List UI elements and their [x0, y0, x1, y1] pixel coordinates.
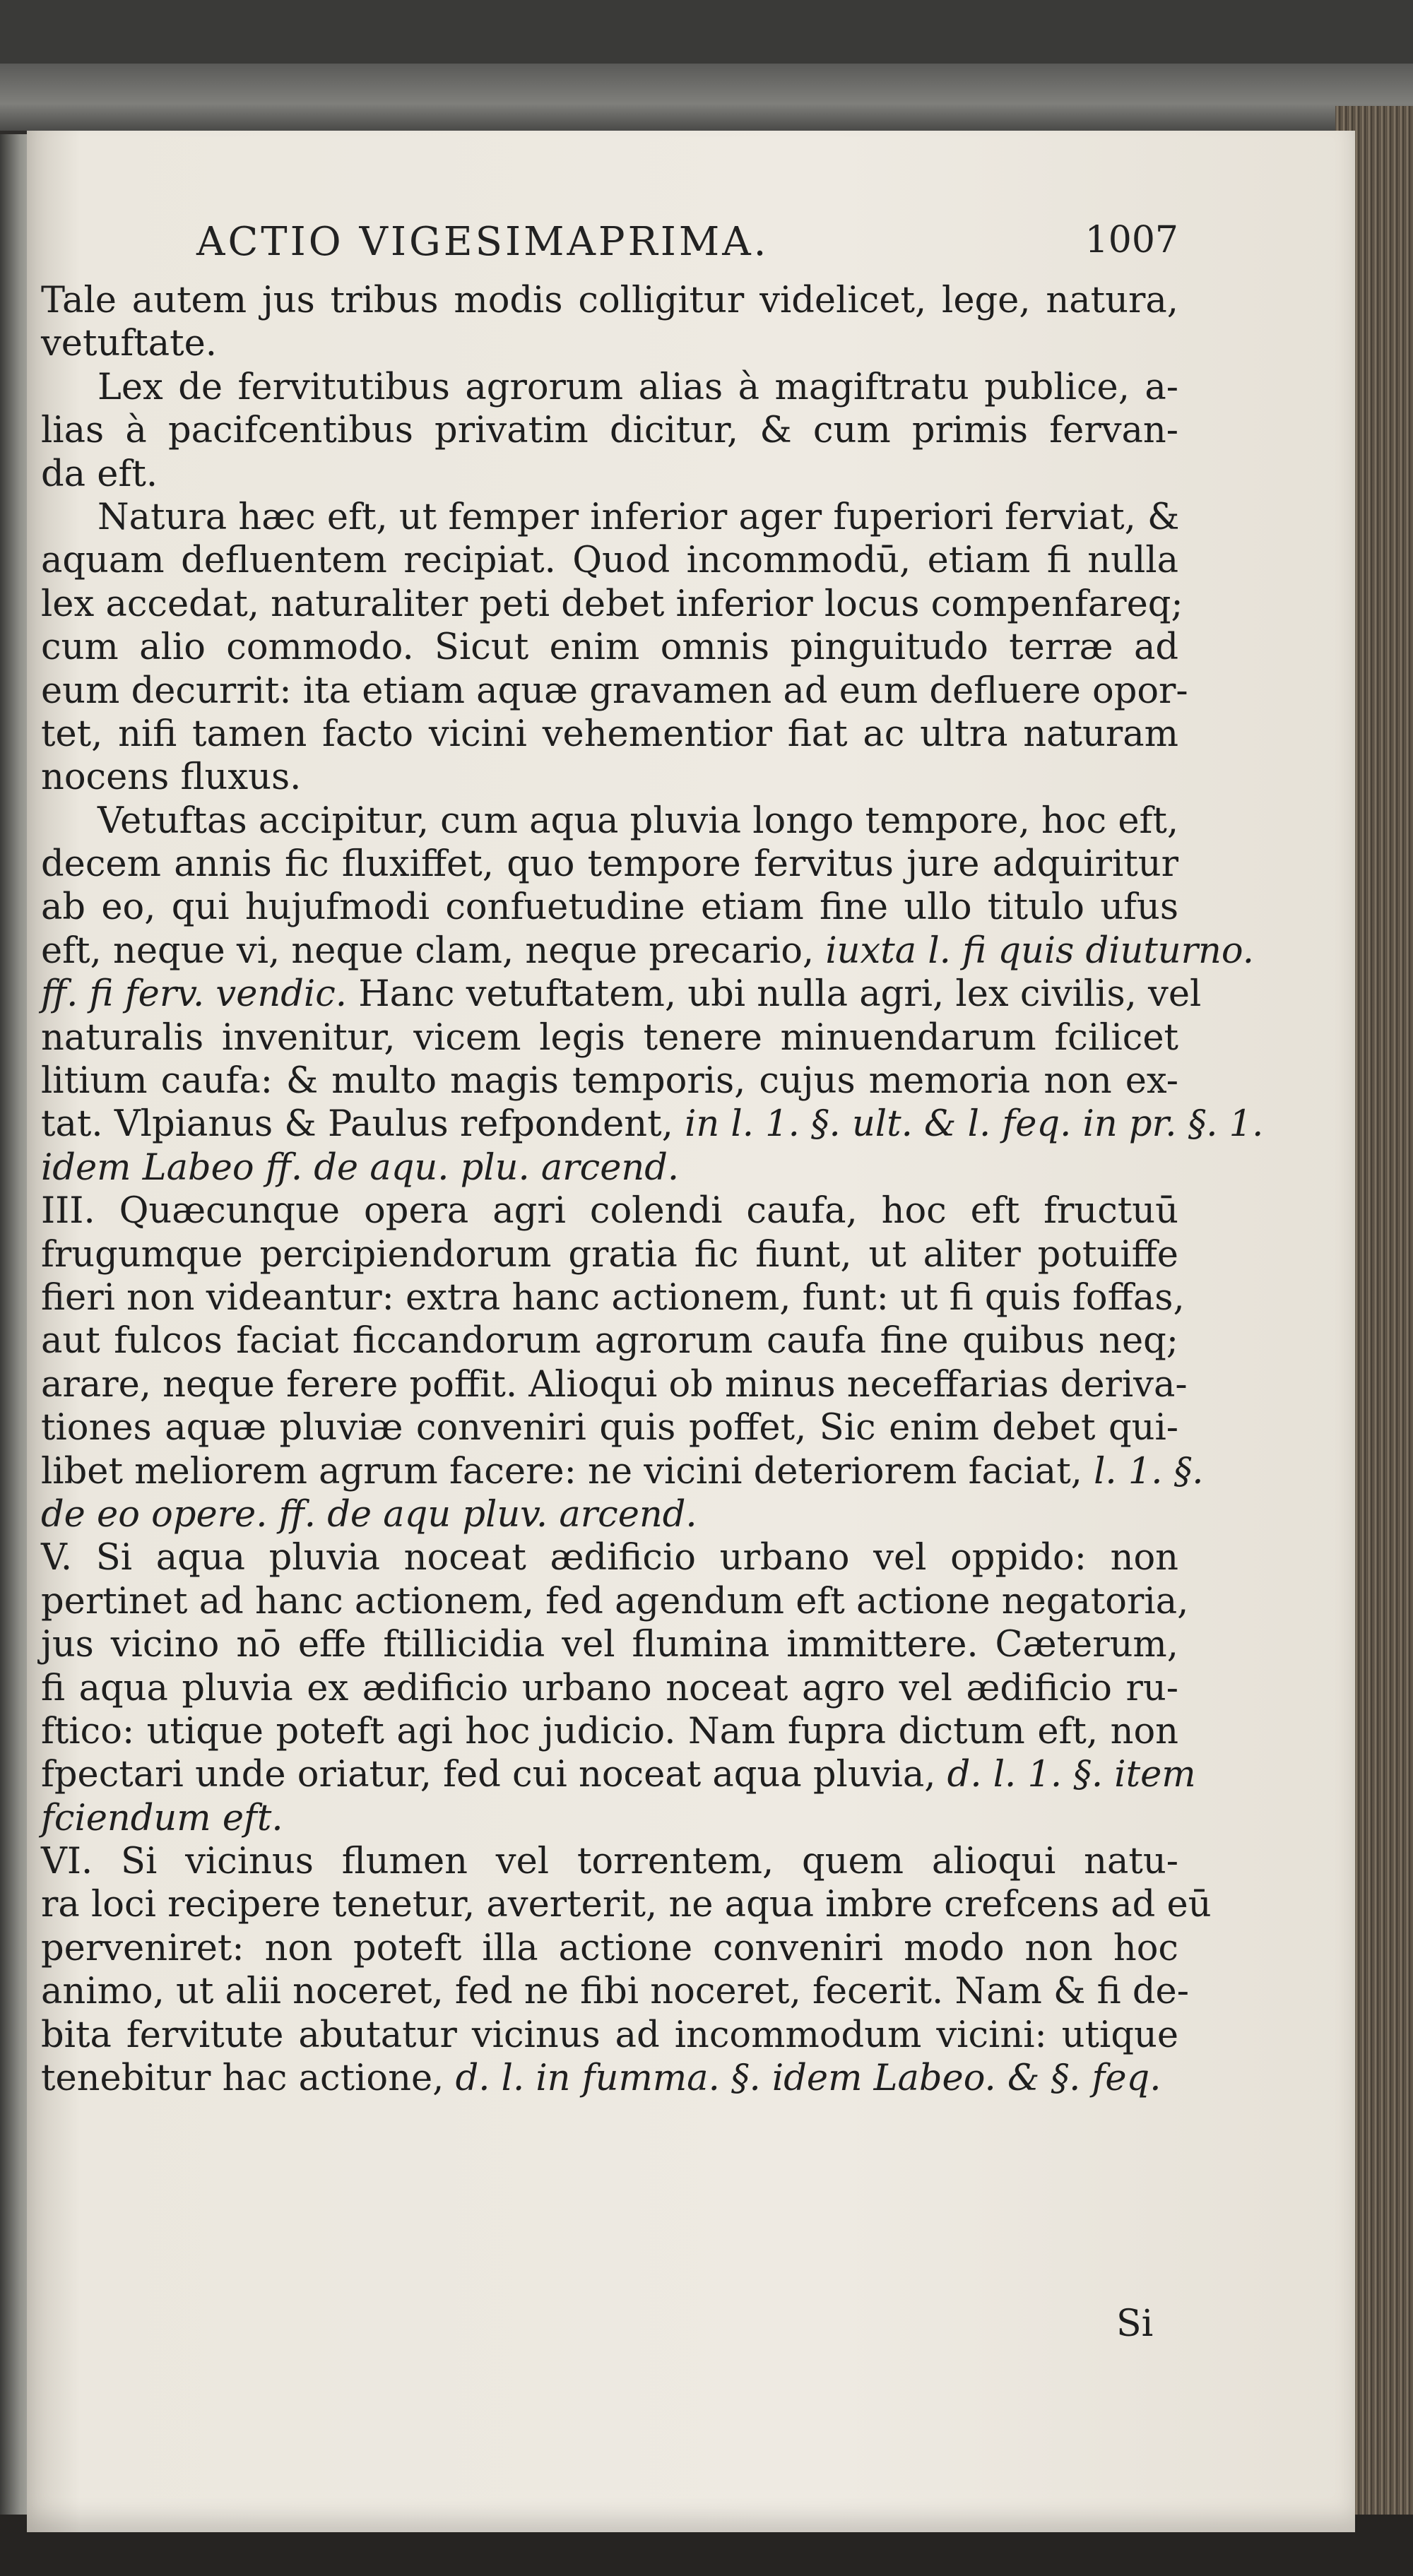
- text-line: [41, 366, 1178, 409]
- text-line: [41, 1146, 1178, 1189]
- line-text: ftico: utique poteft agi hoc judicio. Nam fupra dictum eft, non: [41, 1710, 1178, 1752]
- text-line: [41, 1060, 1178, 1103]
- text-line: [41, 1450, 1204, 1493]
- line-text: aquam defluentem recipiat. Quod incommodū, etiam fi nulla: [41, 540, 1178, 582]
- citation: l. 1. §.: [1094, 1450, 1204, 1492]
- text-line: [41, 1797, 1178, 1840]
- citation: idem Labeo ff. de aqu. plu. arcend.: [41, 1146, 680, 1189]
- line-text: vetuftate.: [41, 323, 217, 365]
- text-line: [41, 1189, 1178, 1233]
- text-line: [41, 1580, 1189, 1623]
- background-top: [0, 0, 1413, 64]
- text-line: [41, 756, 1178, 799]
- line-text: ra loci recipere tenetur, averterit, ne aqua imbre crefcens ad eū: [41, 1884, 1212, 1926]
- page-number: 1007: [1084, 219, 1178, 261]
- text-line: [41, 1623, 1178, 1666]
- running-title: ACTIO VIGESIMAPRIMA.: [196, 219, 769, 265]
- line-text: aut fulcos faciat ficcandorum agrorum caufa fine quibus neq;: [41, 1320, 1178, 1363]
- line-text: fieri non videantur: extra hanc actionem, funt: ut fi quis foffas,: [41, 1276, 1185, 1319]
- text-line: [41, 1667, 1178, 1710]
- text-line: [41, 670, 1188, 713]
- line-text: pertinet ad hanc actionem, fed agendum eft actione negatoria,: [41, 1580, 1189, 1622]
- line-text: tat. Vlpianus & Paulus refpondent,: [41, 1103, 685, 1146]
- line-text: animo, ut alii noceret, fed ne fibi noceret, fecerit. Nam & fi de-: [41, 1971, 1189, 2013]
- text-line: [41, 1406, 1178, 1449]
- text-line: [41, 2014, 1178, 2057]
- citation: de eo opere. ff. de aqu pluv. arcend.: [41, 1493, 697, 1536]
- text-line: [41, 1883, 1212, 1926]
- line-text: fi aqua pluvia ex ædificio urbano noceat agro vel ædificio ru-: [41, 1667, 1178, 1709]
- page-header: [196, 219, 1178, 275]
- catchword: Si: [1116, 2303, 1154, 2345]
- citation: ff. fi ferv. vendic.: [41, 973, 347, 1016]
- book-cover-edge: [0, 64, 1413, 131]
- text-line: [41, 1363, 1188, 1406]
- text-line: [41, 322, 1178, 365]
- line-text: naturalis invenitur, vicem legis tenere minuendarum fcilicet: [41, 1016, 1178, 1059]
- line-text: tiones aquæ pluviæ conveniri quis poffet, Sic enim debet qui-: [41, 1407, 1178, 1449]
- text-line: [41, 1233, 1178, 1276]
- line-text: perveniret: non poteft illa actione conveniri modo non hoc: [41, 1927, 1178, 1969]
- text-line: [41, 1970, 1189, 2013]
- line-text: nocens fluxus.: [41, 756, 302, 799]
- text-line: [41, 713, 1178, 756]
- text-line: [41, 409, 1178, 452]
- line-text: Tale autem jus tribus modis colligitur videlicet, lege, natura,: [41, 280, 1178, 321]
- text-line: [41, 973, 1202, 1016]
- text-line: [41, 279, 1178, 322]
- text-line: [41, 1319, 1178, 1363]
- line-text: Vetuftas accipitur, cum aqua pluvia longo tempore, hoc eft,: [97, 800, 1179, 842]
- line-text: fpectari unde oriatur, fed cui noceat aqua pluvia,: [41, 1754, 947, 1796]
- line-text: da eft.: [41, 453, 158, 495]
- line-text: VI. Si vicinus flumen vel torrentem, quem alioqui natu-: [41, 1841, 1178, 1883]
- text-line: [41, 583, 1183, 626]
- line-text: libet meliorem agrum facere: ne vicini deteriorem faciat,: [41, 1450, 1094, 1492]
- line-text: lias à pacifcentibus privatim dicitur, & cum primis fervan-: [41, 410, 1178, 452]
- line-text: eft, neque vi, neque clam, neque precario,: [41, 930, 826, 972]
- text-line: [41, 1710, 1178, 1753]
- citation: d. l. in fumma. §. idem Labeo. & §. feq.: [455, 2058, 1161, 2100]
- text-line: [41, 539, 1178, 582]
- line-text: bita fervitute abutatur vicinus ad incommodum vicini: utique: [41, 2014, 1178, 2056]
- line-text: tenebitur hac actione,: [41, 2058, 456, 2100]
- text-line: [41, 1536, 1178, 1579]
- text-line: [41, 2057, 1178, 2100]
- line-text: eum decurrit: ita etiam aquæ gravamen ad eum defluere opor-: [41, 670, 1188, 712]
- line-text: frugumque percipiendorum gratia fic fiunt, ut aliter potuiffe: [41, 1233, 1178, 1276]
- text-line: [41, 626, 1178, 669]
- line-text: Natura hæc eft, ut femper inferior ager fuperiori ferviat, &: [97, 496, 1180, 538]
- line-text: V. Si aqua pluvia noceat ædificio urbano vel oppido: non: [41, 1537, 1178, 1579]
- line-text: litium caufa: & multo magis temporis, cujus memoria non ex-: [41, 1060, 1178, 1103]
- line-text: ab eo, qui hujufmodi confuetudine etiam fine ullo titulo ufus: [41, 886, 1178, 929]
- text-line: [41, 453, 1178, 496]
- text-line: [41, 496, 1178, 539]
- text-line: [41, 886, 1178, 929]
- line-text: III. Quæcunque opera agri colendi caufa, hoc eft fructuū: [41, 1190, 1178, 1233]
- citation: fciendum eft.: [41, 1797, 283, 1839]
- line-text: Lex de fervitutibus agrorum alias à magiftratu publice, a-: [97, 366, 1178, 408]
- line-text: arare, neque ferere poffit. Alioqui ob minus neceffarias deriva-: [41, 1363, 1188, 1406]
- text-line: [41, 800, 1178, 843]
- text-line: [41, 1753, 1196, 1796]
- text-line: [41, 1493, 1178, 1536]
- text-line: [41, 930, 1254, 973]
- citation: iuxta l. fi quis diuturno.: [825, 930, 1254, 972]
- line-text: lex accedat, naturaliter peti debet inferior locus compenfareq;: [41, 583, 1183, 625]
- line-text: cum alio commodo. Sicut enim omnis pinguitudo terræ ad: [41, 627, 1178, 669]
- line-text: jus vicino nō effe ftillicidia vel flumina immittere. Cæterum,: [41, 1624, 1178, 1666]
- text-line: [41, 1927, 1178, 1970]
- text-line: [41, 1103, 1264, 1146]
- line-text: Hanc vetuftatem, ubi nulla agri, lex civilis, vel: [346, 973, 1202, 1016]
- citation: d. l. 1. §. item: [947, 1754, 1196, 1796]
- citation: in l. 1. §. ult. & l. feq. in pr. §. 1.: [685, 1103, 1264, 1146]
- text-line: [41, 843, 1178, 886]
- line-text: tet, nifi tamen facto vicini vehementior fiat ac ultra naturam: [41, 713, 1178, 755]
- text-line: [41, 1840, 1178, 1883]
- text-block: [41, 279, 1264, 2100]
- line-text: decem annis fic fluxiffet, quo tempore fervitus jure adquiritur: [41, 843, 1178, 886]
- text-line: [41, 1276, 1185, 1319]
- text-line: [41, 1016, 1178, 1060]
